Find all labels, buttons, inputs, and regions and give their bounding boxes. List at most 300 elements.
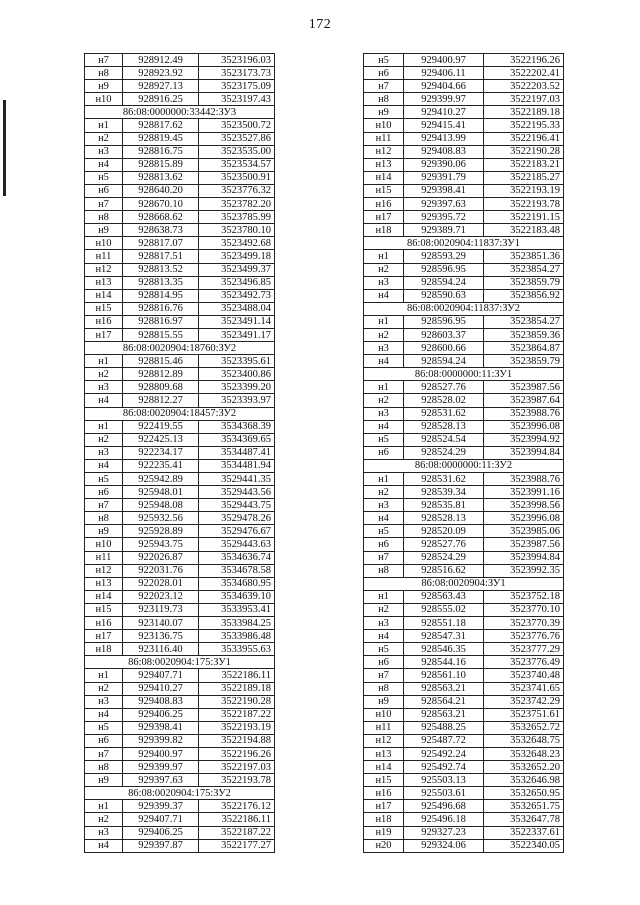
point-label: н13 — [364, 747, 404, 760]
y-coordinate: 3529476.67 — [199, 525, 275, 538]
y-coordinate: 3523994.84 — [484, 551, 564, 564]
x-coordinate: 928539.34 — [404, 486, 484, 499]
point-label: н4 — [364, 289, 404, 302]
table-row — [364, 355, 564, 368]
y-coordinate: 3523197.43 — [199, 93, 275, 106]
x-coordinate: 929399.37 — [123, 800, 199, 813]
x-coordinate: 928563.21 — [404, 682, 484, 695]
x-coordinate: 928594.24 — [404, 276, 484, 289]
table-row — [85, 525, 275, 538]
y-coordinate: 3532648.75 — [484, 734, 564, 747]
x-coordinate: 928527.76 — [404, 381, 484, 394]
section-header-row — [85, 342, 275, 355]
table-row — [85, 721, 275, 734]
table-row — [364, 250, 564, 263]
x-coordinate: 929327.23 — [404, 826, 484, 839]
point-label: н3 — [85, 381, 123, 394]
x-coordinate: 929399.82 — [123, 734, 199, 747]
table-row — [364, 551, 564, 564]
y-coordinate: 3523991.16 — [484, 486, 564, 499]
y-coordinate: 3523751.61 — [484, 708, 564, 721]
x-coordinate: 929397.63 — [404, 198, 484, 211]
y-coordinate: 3522183.21 — [484, 158, 564, 171]
x-coordinate: 928815.46 — [123, 355, 199, 368]
point-label: н2 — [85, 368, 123, 381]
point-label: н7 — [85, 54, 123, 67]
y-coordinate: 3523491.17 — [199, 328, 275, 341]
x-coordinate: 925488.25 — [404, 721, 484, 734]
section-header-row — [364, 577, 564, 590]
table-row — [364, 564, 564, 577]
y-coordinate: 3532647.78 — [484, 813, 564, 826]
section-header-row — [364, 302, 564, 315]
point-label: н1 — [85, 119, 123, 132]
point-label: н2 — [364, 603, 404, 616]
x-coordinate: 925932.56 — [123, 512, 199, 525]
x-coordinate: 928551.18 — [404, 617, 484, 630]
y-coordinate: 3523175.09 — [199, 80, 275, 93]
point-label: н2 — [364, 486, 404, 499]
point-label: н2 — [364, 263, 404, 276]
y-coordinate: 3523752.18 — [484, 590, 564, 603]
point-label: н10 — [85, 237, 123, 250]
table-row — [85, 813, 275, 826]
y-coordinate: 3523488.04 — [199, 302, 275, 315]
point-label: н6 — [85, 184, 123, 197]
table-row — [85, 839, 275, 852]
x-coordinate: 925503.13 — [404, 774, 484, 787]
table-row — [364, 145, 564, 158]
y-coordinate: 3523776.32 — [199, 184, 275, 197]
y-coordinate: 3529443.63 — [199, 538, 275, 551]
table-row — [85, 551, 275, 564]
table-row — [364, 682, 564, 695]
y-coordinate: 3522196.26 — [199, 747, 275, 760]
point-label: н9 — [85, 525, 123, 538]
point-label: н2 — [364, 394, 404, 407]
x-coordinate: 928916.25 — [123, 93, 199, 106]
table-row — [364, 119, 564, 132]
x-coordinate: 929415.41 — [404, 119, 484, 132]
y-coordinate: 3534368.39 — [199, 420, 275, 433]
point-label: н3 — [85, 145, 123, 158]
y-coordinate: 3532651.75 — [484, 800, 564, 813]
table-row — [85, 145, 275, 158]
y-coordinate: 3523777.29 — [484, 643, 564, 656]
table-row — [85, 315, 275, 328]
section-header-row — [364, 368, 564, 381]
section-cadastral-number: 86:08:0020904:11837:ЗУ1 — [364, 237, 564, 250]
point-label: н6 — [364, 538, 404, 551]
point-label: н4 — [364, 512, 404, 525]
point-label: н10 — [85, 538, 123, 551]
y-coordinate: 3523856.92 — [484, 289, 564, 302]
y-coordinate: 3533955.63 — [199, 643, 275, 656]
point-label: н3 — [85, 695, 123, 708]
point-label: н9 — [85, 774, 123, 787]
table-row — [364, 446, 564, 459]
x-coordinate: 928817.07 — [123, 237, 199, 250]
y-coordinate: 3523499.37 — [199, 263, 275, 276]
x-coordinate: 928640.20 — [123, 184, 199, 197]
x-coordinate: 929400.97 — [123, 747, 199, 760]
x-coordinate: 928819.45 — [123, 132, 199, 145]
table-row — [85, 459, 275, 472]
point-label: н16 — [85, 315, 123, 328]
x-coordinate: 929406.25 — [123, 708, 199, 721]
x-coordinate: 929397.63 — [123, 774, 199, 787]
y-coordinate: 3523535.00 — [199, 145, 275, 158]
point-label: н7 — [85, 198, 123, 211]
y-coordinate: 3523492.73 — [199, 289, 275, 302]
x-coordinate: 929395.72 — [404, 211, 484, 224]
table-row — [364, 328, 564, 341]
section-cadastral-number: 86:08:0020904:175:ЗУ2 — [85, 787, 275, 800]
point-label: н13 — [85, 276, 123, 289]
y-coordinate: 3522190.28 — [484, 145, 564, 158]
table-row — [364, 761, 564, 774]
point-label: н14 — [364, 761, 404, 774]
table-row — [364, 512, 564, 525]
x-coordinate: 928524.54 — [404, 433, 484, 446]
y-coordinate: 3523782.20 — [199, 198, 275, 211]
table-row — [85, 603, 275, 616]
point-label: н10 — [364, 708, 404, 721]
table-row — [85, 826, 275, 839]
y-coordinate: 3523500.72 — [199, 119, 275, 132]
section-header-row — [364, 459, 564, 472]
y-coordinate: 3523987.56 — [484, 538, 564, 551]
x-coordinate: 929398.41 — [404, 184, 484, 197]
point-label: н19 — [364, 826, 404, 839]
y-coordinate: 3523859.79 — [484, 355, 564, 368]
x-coordinate: 928813.35 — [123, 276, 199, 289]
table-row — [364, 486, 564, 499]
y-coordinate: 3523985.06 — [484, 525, 564, 538]
table-row — [364, 54, 564, 67]
y-coordinate: 3522187.22 — [199, 708, 275, 721]
section-cadastral-number: 86:08:0020904:18760:ЗУ2 — [85, 342, 275, 355]
x-coordinate: 929406.11 — [404, 67, 484, 80]
y-coordinate: 3523400.86 — [199, 368, 275, 381]
y-coordinate: 3523776.76 — [484, 630, 564, 643]
y-coordinate: 3522196.26 — [484, 54, 564, 67]
point-label: н5 — [85, 171, 123, 184]
y-coordinate: 3534369.65 — [199, 433, 275, 446]
x-coordinate: 928600.66 — [404, 342, 484, 355]
point-label: н4 — [364, 420, 404, 433]
y-coordinate: 3523770.39 — [484, 617, 564, 630]
x-coordinate: 928563.43 — [404, 590, 484, 603]
section-cadastral-number: 86:08:0020904:18457:ЗУ2 — [85, 407, 275, 420]
section-cadastral-number: 86:08:0000000:11:ЗУ1 — [364, 368, 564, 381]
x-coordinate: 928531.62 — [404, 407, 484, 420]
table-row — [364, 747, 564, 760]
table-row — [364, 315, 564, 328]
point-label: н16 — [364, 787, 404, 800]
y-coordinate: 3523996.08 — [484, 420, 564, 433]
x-coordinate: 928603.37 — [404, 328, 484, 341]
x-coordinate: 925942.89 — [123, 473, 199, 486]
point-label: н8 — [85, 67, 123, 80]
section-header-row — [85, 407, 275, 420]
point-label: н6 — [364, 446, 404, 459]
table-row — [85, 171, 275, 184]
table-row — [364, 381, 564, 394]
point-label: н17 — [364, 800, 404, 813]
point-label: н6 — [85, 486, 123, 499]
y-coordinate: 3523988.76 — [484, 407, 564, 420]
y-coordinate: 3523994.84 — [484, 446, 564, 459]
table-row — [364, 132, 564, 145]
y-coordinate: 3523741.65 — [484, 682, 564, 695]
table-row — [364, 184, 564, 197]
point-label: н13 — [364, 158, 404, 171]
table-row — [364, 106, 564, 119]
y-coordinate: 3522176.12 — [199, 800, 275, 813]
x-coordinate: 925928.89 — [123, 525, 199, 538]
table-row — [85, 289, 275, 302]
table-row — [85, 198, 275, 211]
point-label: н3 — [364, 342, 404, 355]
section-cadastral-number: 86:08:0020904:11837:ЗУ2 — [364, 302, 564, 315]
y-coordinate: 3522193.78 — [484, 198, 564, 211]
x-coordinate: 929407.71 — [123, 813, 199, 826]
x-coordinate: 928813.62 — [123, 171, 199, 184]
x-coordinate: 928809.68 — [123, 381, 199, 394]
point-label: н8 — [364, 564, 404, 577]
y-coordinate: 3523527.86 — [199, 132, 275, 145]
point-label: н18 — [85, 643, 123, 656]
point-label: н14 — [364, 171, 404, 184]
point-label: н4 — [85, 158, 123, 171]
x-coordinate: 928561.10 — [404, 669, 484, 682]
y-coordinate: 3522193.78 — [199, 774, 275, 787]
y-coordinate: 3523395.61 — [199, 355, 275, 368]
table-row — [85, 643, 275, 656]
y-coordinate: 3523534.57 — [199, 158, 275, 171]
x-coordinate: 922031.76 — [123, 564, 199, 577]
page-number: 172 — [308, 17, 332, 32]
x-coordinate: 929408.83 — [123, 695, 199, 708]
point-label: н18 — [364, 813, 404, 826]
point-label: н12 — [85, 263, 123, 276]
y-coordinate: 3523780.10 — [199, 224, 275, 237]
left-coordinates-table — [84, 53, 275, 853]
x-coordinate: 929410.27 — [123, 682, 199, 695]
y-coordinate: 3522189.18 — [484, 106, 564, 119]
y-coordinate: 3534680.95 — [199, 577, 275, 590]
table-row — [364, 643, 564, 656]
table-row — [364, 617, 564, 630]
y-coordinate: 3523500.91 — [199, 171, 275, 184]
x-coordinate: 929410.27 — [404, 106, 484, 119]
point-label: н3 — [364, 407, 404, 420]
table-row — [85, 211, 275, 224]
y-coordinate: 3522193.19 — [484, 184, 564, 197]
table-row — [364, 656, 564, 669]
point-label: н6 — [364, 67, 404, 80]
point-label: н9 — [85, 224, 123, 237]
y-coordinate: 3522185.27 — [484, 171, 564, 184]
y-coordinate: 3522196.41 — [484, 132, 564, 145]
table-row — [364, 669, 564, 682]
table-row — [85, 708, 275, 721]
x-coordinate: 925492.74 — [404, 761, 484, 774]
point-label: н17 — [85, 328, 123, 341]
point-label: н1 — [85, 355, 123, 368]
x-coordinate: 923119.73 — [123, 603, 199, 616]
table-row — [364, 787, 564, 800]
table-row — [364, 289, 564, 302]
x-coordinate: 922023.12 — [123, 590, 199, 603]
table-row — [85, 381, 275, 394]
y-coordinate: 3523987.56 — [484, 381, 564, 394]
x-coordinate: 928596.95 — [404, 315, 484, 328]
table-row — [85, 617, 275, 630]
x-coordinate: 925943.75 — [123, 538, 199, 551]
table-row — [85, 538, 275, 551]
y-coordinate: 3523740.48 — [484, 669, 564, 682]
x-coordinate: 928527.76 — [404, 538, 484, 551]
point-label: н4 — [85, 459, 123, 472]
x-coordinate: 928531.62 — [404, 473, 484, 486]
y-coordinate: 3532652.72 — [484, 721, 564, 734]
y-coordinate: 3523854.27 — [484, 315, 564, 328]
x-coordinate: 929407.71 — [123, 669, 199, 682]
point-label: н7 — [364, 669, 404, 682]
x-coordinate: 922028.01 — [123, 577, 199, 590]
table-row — [85, 184, 275, 197]
point-label: н8 — [85, 512, 123, 525]
y-coordinate: 3522203.52 — [484, 80, 564, 93]
point-label: н1 — [85, 800, 123, 813]
table-row — [364, 80, 564, 93]
x-coordinate: 928524.29 — [404, 551, 484, 564]
table-row — [85, 276, 275, 289]
x-coordinate: 928528.02 — [404, 394, 484, 407]
table-row — [364, 211, 564, 224]
y-coordinate: 3523491.14 — [199, 315, 275, 328]
x-coordinate: 929399.97 — [123, 761, 199, 774]
x-coordinate: 929391.79 — [404, 171, 484, 184]
point-label: н8 — [364, 682, 404, 695]
y-coordinate: 3522193.19 — [199, 721, 275, 734]
x-coordinate: 922235.41 — [123, 459, 199, 472]
point-label: н4 — [364, 355, 404, 368]
point-label: н9 — [364, 106, 404, 119]
point-label: н4 — [85, 394, 123, 407]
table-row — [85, 263, 275, 276]
y-coordinate: 3529441.35 — [199, 473, 275, 486]
table-row — [85, 486, 275, 499]
point-label: н12 — [364, 145, 404, 158]
point-label: н14 — [85, 289, 123, 302]
y-coordinate: 3523393.97 — [199, 394, 275, 407]
y-coordinate: 3532650.95 — [484, 787, 564, 800]
x-coordinate: 922026.87 — [123, 551, 199, 564]
y-coordinate: 3523496.85 — [199, 276, 275, 289]
x-coordinate: 929399.97 — [404, 93, 484, 106]
x-coordinate: 928596.95 — [404, 263, 484, 276]
point-label: н15 — [364, 184, 404, 197]
point-label: н2 — [85, 813, 123, 826]
table-row — [85, 774, 275, 787]
x-coordinate: 928670.10 — [123, 198, 199, 211]
point-label: н11 — [85, 551, 123, 564]
y-coordinate: 3523173.73 — [199, 67, 275, 80]
x-coordinate: 929390.06 — [404, 158, 484, 171]
point-label: н11 — [364, 132, 404, 145]
point-label: н12 — [364, 734, 404, 747]
x-coordinate: 929389.71 — [404, 224, 484, 237]
point-label: н8 — [85, 761, 123, 774]
x-coordinate: 928817.51 — [123, 250, 199, 263]
y-coordinate: 3523988.76 — [484, 473, 564, 486]
x-coordinate: 928812.27 — [123, 394, 199, 407]
y-coordinate: 3522202.41 — [484, 67, 564, 80]
point-label: н10 — [85, 93, 123, 106]
table-row — [85, 734, 275, 747]
table-row — [85, 420, 275, 433]
table-row — [85, 433, 275, 446]
x-coordinate: 925503.61 — [404, 787, 484, 800]
table-row — [364, 800, 564, 813]
x-coordinate: 928923.92 — [123, 67, 199, 80]
point-label: н1 — [85, 420, 123, 433]
table-row — [364, 342, 564, 355]
table-row — [364, 276, 564, 289]
y-coordinate: 3523499.18 — [199, 250, 275, 263]
table-row — [85, 590, 275, 603]
table-row — [85, 237, 275, 250]
section-cadastral-number: 86:08:0020904:175:ЗУ1 — [85, 656, 275, 669]
x-coordinate: 928814.95 — [123, 289, 199, 302]
table-row — [85, 669, 275, 682]
table-row — [85, 54, 275, 67]
table-row — [85, 394, 275, 407]
point-label: н11 — [85, 250, 123, 263]
y-coordinate: 3529443.75 — [199, 499, 275, 512]
table-row — [364, 224, 564, 237]
table-row — [85, 761, 275, 774]
point-label: н14 — [85, 590, 123, 603]
x-coordinate: 928927.13 — [123, 80, 199, 93]
table-row — [364, 67, 564, 80]
point-label: н1 — [85, 669, 123, 682]
y-coordinate: 3523854.27 — [484, 263, 564, 276]
table-row — [85, 93, 275, 106]
x-coordinate: 928590.63 — [404, 289, 484, 302]
point-label: н1 — [364, 590, 404, 603]
table-row — [85, 302, 275, 315]
x-coordinate: 923140.07 — [123, 617, 199, 630]
point-label: н3 — [364, 276, 404, 289]
section-header-row — [85, 656, 275, 669]
point-label: н2 — [85, 433, 123, 446]
x-coordinate: 929398.41 — [123, 721, 199, 734]
y-coordinate: 3522190.28 — [199, 695, 275, 708]
y-coordinate: 3523992.35 — [484, 564, 564, 577]
y-coordinate: 3522186.11 — [199, 669, 275, 682]
y-coordinate: 3522191.15 — [484, 211, 564, 224]
point-label: н15 — [85, 603, 123, 616]
point-label: н1 — [364, 381, 404, 394]
table-row — [364, 473, 564, 486]
x-coordinate: 923136.75 — [123, 630, 199, 643]
x-coordinate: 929406.25 — [123, 826, 199, 839]
table-row — [85, 747, 275, 760]
